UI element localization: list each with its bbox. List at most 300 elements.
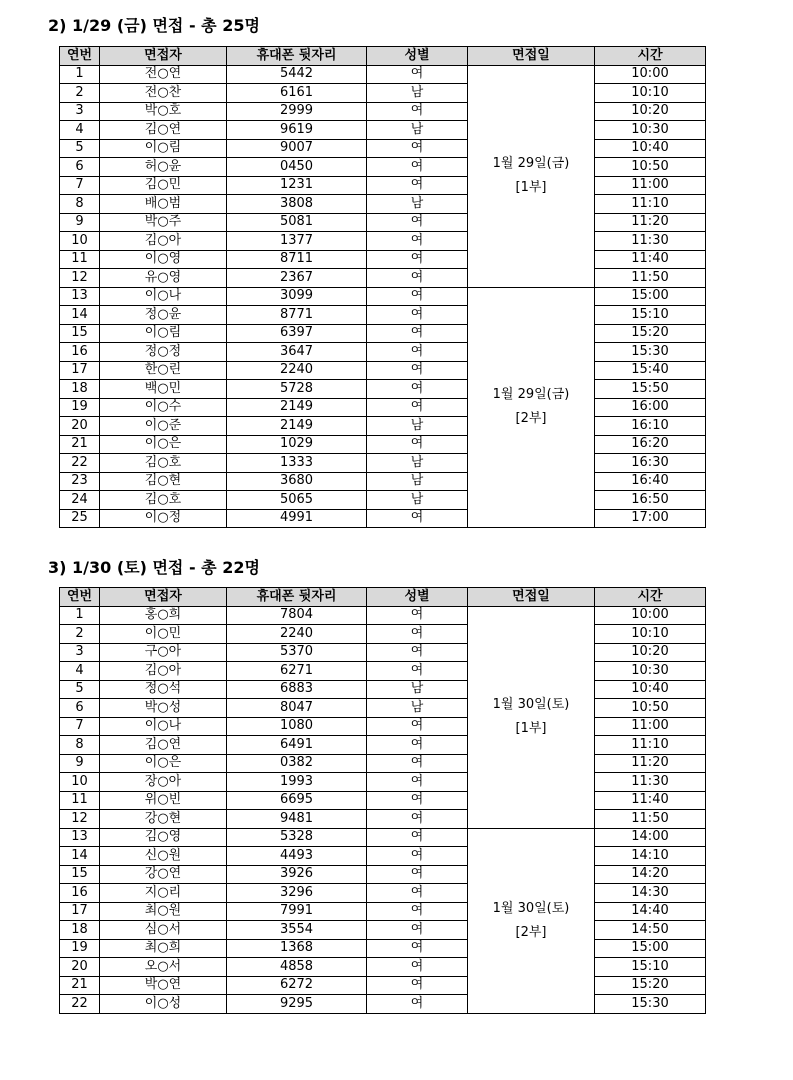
cell-phone: 6272 xyxy=(227,976,367,995)
cell-phone: 4858 xyxy=(227,958,367,977)
cell-time: 10:40 xyxy=(595,680,706,699)
cell-name: 이○은 xyxy=(100,754,227,773)
cell-name: 심○서 xyxy=(100,921,227,940)
cell-time: 11:30 xyxy=(595,232,706,251)
cell-no: 17 xyxy=(60,902,100,921)
cell-gender: 남 xyxy=(367,491,468,510)
cell-gender: 여 xyxy=(367,287,468,306)
cell-time: 10:10 xyxy=(595,625,706,644)
table-row xyxy=(60,662,706,681)
cell-no: 22 xyxy=(60,995,100,1014)
cell-time: 16:10 xyxy=(595,417,706,436)
cell-name: 유○영 xyxy=(100,269,227,288)
cell-gender: 여 xyxy=(367,343,468,362)
cell-name: 박○호 xyxy=(100,102,227,121)
table-row xyxy=(60,361,706,380)
cell-time: 10:30 xyxy=(595,121,706,140)
cell-time: 14:50 xyxy=(595,921,706,940)
cell-time: 16:00 xyxy=(595,398,706,417)
cell-gender: 여 xyxy=(367,306,468,325)
table-row xyxy=(60,213,706,232)
cell-no: 1 xyxy=(60,606,100,625)
interview-session-label: [2부] xyxy=(515,924,547,940)
cell-name: 김○연 xyxy=(100,121,227,140)
cell-name: 이○나 xyxy=(100,717,227,736)
cell-interview-date xyxy=(468,287,595,528)
cell-time: 14:00 xyxy=(595,828,706,847)
cell-phone: 8711 xyxy=(227,250,367,269)
cell-name: 백○민 xyxy=(100,380,227,399)
cell-gender: 여 xyxy=(367,65,468,84)
cell-gender: 남 xyxy=(367,417,468,436)
cell-time: 11:50 xyxy=(595,810,706,829)
cell-name: 김○민 xyxy=(100,176,227,195)
cell-time: 10:50 xyxy=(595,158,706,177)
table-row xyxy=(60,232,706,251)
table-row xyxy=(60,435,706,454)
cell-gender: 여 xyxy=(367,791,468,810)
cell-time: 11:00 xyxy=(595,717,706,736)
cell-no: 10 xyxy=(60,232,100,251)
cell-no: 16 xyxy=(60,343,100,362)
col-header-name: 면접자 xyxy=(100,47,227,66)
cell-name: 전○찬 xyxy=(100,84,227,103)
table-row xyxy=(60,121,706,140)
cell-phone: 2149 xyxy=(227,398,367,417)
cell-phone: 3680 xyxy=(227,472,367,491)
cell-gender: 여 xyxy=(367,606,468,625)
table-row xyxy=(60,939,706,958)
table-row xyxy=(60,269,706,288)
table-row xyxy=(60,65,706,84)
cell-phone: 6491 xyxy=(227,736,367,755)
cell-no: 4 xyxy=(60,121,100,140)
col-header-gender: 성별 xyxy=(367,588,468,607)
cell-name: 강○연 xyxy=(100,865,227,884)
cell-no: 2 xyxy=(60,84,100,103)
cell-time: 14:20 xyxy=(595,865,706,884)
cell-name: 김○현 xyxy=(100,472,227,491)
cell-name: 김○아 xyxy=(100,232,227,251)
cell-name: 전○연 xyxy=(100,65,227,84)
cell-name: 박○주 xyxy=(100,213,227,232)
cell-time: 15:00 xyxy=(595,287,706,306)
col-header-date: 면접일 xyxy=(468,588,595,607)
cell-phone: 8047 xyxy=(227,699,367,718)
cell-phone: 3647 xyxy=(227,343,367,362)
cell-phone: 3808 xyxy=(227,195,367,214)
cell-no: 3 xyxy=(60,643,100,662)
cell-phone: 3926 xyxy=(227,865,367,884)
cell-no: 20 xyxy=(60,417,100,436)
cell-interview-date xyxy=(468,828,595,1013)
cell-gender: 여 xyxy=(367,995,468,1014)
cell-gender: 남 xyxy=(367,195,468,214)
table-row xyxy=(60,417,706,436)
cell-phone: 3099 xyxy=(227,287,367,306)
cell-phone: 5328 xyxy=(227,828,367,847)
table-header-row xyxy=(60,47,706,66)
table-row xyxy=(60,699,706,718)
table-row xyxy=(60,139,706,158)
cell-name: 최○희 xyxy=(100,939,227,958)
table-row xyxy=(60,287,706,306)
cell-name: 이○성 xyxy=(100,995,227,1014)
cell-name: 정○석 xyxy=(100,680,227,699)
cell-gender: 여 xyxy=(367,250,468,269)
cell-gender: 여 xyxy=(367,976,468,995)
cell-time: 10:00 xyxy=(595,606,706,625)
cell-no: 22 xyxy=(60,454,100,473)
cell-time: 11:40 xyxy=(595,250,706,269)
cell-phone: 1029 xyxy=(227,435,367,454)
cell-gender: 남 xyxy=(367,454,468,473)
cell-name: 이○영 xyxy=(100,250,227,269)
cell-phone: 8771 xyxy=(227,306,367,325)
table-row xyxy=(60,958,706,977)
cell-no: 20 xyxy=(60,958,100,977)
cell-gender: 여 xyxy=(367,232,468,251)
cell-no: 17 xyxy=(60,361,100,380)
interview-date-label: 1월 30일(토) xyxy=(492,697,570,712)
cell-time: 16:50 xyxy=(595,491,706,510)
table-row xyxy=(60,158,706,177)
cell-name: 구○아 xyxy=(100,643,227,662)
cell-name: 이○수 xyxy=(100,398,227,417)
table-row xyxy=(60,491,706,510)
cell-time: 10:50 xyxy=(595,699,706,718)
cell-gender: 여 xyxy=(367,958,468,977)
cell-time: 10:20 xyxy=(595,102,706,121)
interview-date-label: 1월 29일(금) xyxy=(492,387,570,403)
cell-no: 6 xyxy=(60,699,100,718)
cell-time: 15:00 xyxy=(595,939,706,958)
cell-phone: 6695 xyxy=(227,791,367,810)
cell-phone: 2149 xyxy=(227,417,367,436)
table-row xyxy=(60,509,706,528)
cell-phone: 1333 xyxy=(227,454,367,473)
cell-no: 12 xyxy=(60,269,100,288)
cell-gender: 여 xyxy=(367,828,468,847)
col-header-phone: 휴대폰 뒷자리 xyxy=(227,47,367,66)
cell-no: 12 xyxy=(60,810,100,829)
cell-phone: 5081 xyxy=(227,213,367,232)
table-row xyxy=(60,324,706,343)
table-row xyxy=(60,398,706,417)
cell-no: 18 xyxy=(60,921,100,940)
cell-no: 9 xyxy=(60,754,100,773)
cell-phone: 0450 xyxy=(227,158,367,177)
cell-gender: 여 xyxy=(367,435,468,454)
cell-gender: 여 xyxy=(367,380,468,399)
cell-gender: 여 xyxy=(367,269,468,288)
cell-gender: 여 xyxy=(367,939,468,958)
cell-no: 13 xyxy=(60,828,100,847)
cell-time: 16:20 xyxy=(595,435,706,454)
table-row xyxy=(60,884,706,903)
cell-name: 지○리 xyxy=(100,884,227,903)
cell-time: 11:50 xyxy=(595,269,706,288)
cell-gender: 여 xyxy=(367,662,468,681)
table-row xyxy=(60,343,706,362)
table-row xyxy=(60,902,706,921)
cell-no: 2 xyxy=(60,625,100,644)
table-header-row xyxy=(60,588,706,607)
cell-time: 15:20 xyxy=(595,976,706,995)
cell-no: 16 xyxy=(60,884,100,903)
cell-time: 10:30 xyxy=(595,662,706,681)
cell-phone: 2240 xyxy=(227,361,367,380)
cell-phone: 6883 xyxy=(227,680,367,699)
cell-gender: 여 xyxy=(367,509,468,528)
cell-gender: 여 xyxy=(367,736,468,755)
cell-no: 21 xyxy=(60,435,100,454)
cell-gender: 여 xyxy=(367,361,468,380)
col-header-date: 면접일 xyxy=(468,47,595,66)
cell-gender: 여 xyxy=(367,902,468,921)
cell-gender: 여 xyxy=(367,921,468,940)
cell-time: 11:20 xyxy=(595,754,706,773)
cell-phone: 3296 xyxy=(227,884,367,903)
interview-date-label: 1월 30일(토) xyxy=(492,900,570,916)
cell-time: 15:20 xyxy=(595,324,706,343)
col-header-no: 연번 xyxy=(60,47,100,66)
cell-no: 13 xyxy=(60,287,100,306)
cell-name: 위○빈 xyxy=(100,791,227,810)
cell-phone: 7991 xyxy=(227,902,367,921)
cell-no: 14 xyxy=(60,847,100,866)
cell-name: 정○정 xyxy=(100,343,227,362)
cell-name: 이○준 xyxy=(100,417,227,436)
cell-gender: 여 xyxy=(367,139,468,158)
cell-gender: 여 xyxy=(367,884,468,903)
cell-phone: 5442 xyxy=(227,65,367,84)
table-row xyxy=(60,306,706,325)
table-row xyxy=(60,606,706,625)
table-row xyxy=(60,380,706,399)
cell-phone: 9007 xyxy=(227,139,367,158)
cell-name: 박○성 xyxy=(100,699,227,718)
cell-no: 3 xyxy=(60,102,100,121)
cell-gender: 여 xyxy=(367,773,468,792)
interview-session-label: [1부] xyxy=(515,721,547,736)
col-header-time: 시간 xyxy=(595,47,706,66)
cell-no: 19 xyxy=(60,398,100,417)
cell-no: 25 xyxy=(60,509,100,528)
cell-phone: 5065 xyxy=(227,491,367,510)
cell-gender: 남 xyxy=(367,84,468,103)
cell-name: 한○린 xyxy=(100,361,227,380)
cell-no: 21 xyxy=(60,976,100,995)
cell-name: 홍○희 xyxy=(100,606,227,625)
table-row xyxy=(60,976,706,995)
interview-schedule-table xyxy=(59,46,706,528)
cell-gender: 여 xyxy=(367,847,468,866)
cell-time: 15:10 xyxy=(595,958,706,977)
cell-phone: 2999 xyxy=(227,102,367,121)
col-header-time: 시간 xyxy=(595,588,706,607)
section-title: 3) 1/30 (토) 면접 - 총 22명 xyxy=(48,558,260,577)
cell-gender: 남 xyxy=(367,472,468,491)
cell-phone: 5370 xyxy=(227,643,367,662)
cell-time: 10:10 xyxy=(595,84,706,103)
cell-gender: 여 xyxy=(367,810,468,829)
cell-phone: 3554 xyxy=(227,921,367,940)
cell-phone: 1368 xyxy=(227,939,367,958)
table-row xyxy=(60,810,706,829)
cell-time: 11:10 xyxy=(595,195,706,214)
table-row xyxy=(60,625,706,644)
table-row xyxy=(60,102,706,121)
cell-gender: 여 xyxy=(367,176,468,195)
cell-no: 11 xyxy=(60,250,100,269)
cell-name: 최○원 xyxy=(100,902,227,921)
cell-time: 17:00 xyxy=(595,509,706,528)
cell-phone: 4493 xyxy=(227,847,367,866)
col-header-no: 연번 xyxy=(60,588,100,607)
cell-time: 11:10 xyxy=(595,736,706,755)
cell-no: 19 xyxy=(60,939,100,958)
cell-name: 박○연 xyxy=(100,976,227,995)
cell-name: 김○아 xyxy=(100,662,227,681)
table-row xyxy=(60,736,706,755)
cell-no: 8 xyxy=(60,736,100,755)
cell-no: 23 xyxy=(60,472,100,491)
cell-gender: 여 xyxy=(367,398,468,417)
cell-gender: 여 xyxy=(367,213,468,232)
cell-no: 7 xyxy=(60,176,100,195)
cell-gender: 여 xyxy=(367,643,468,662)
cell-time: 16:30 xyxy=(595,454,706,473)
cell-no: 5 xyxy=(60,139,100,158)
cell-phone: 1231 xyxy=(227,176,367,195)
cell-no: 7 xyxy=(60,717,100,736)
cell-interview-date xyxy=(468,65,595,287)
table-row xyxy=(60,754,706,773)
cell-phone: 4991 xyxy=(227,509,367,528)
cell-no: 15 xyxy=(60,865,100,884)
cell-gender: 여 xyxy=(367,158,468,177)
cell-time: 16:40 xyxy=(595,472,706,491)
cell-interview-date xyxy=(468,606,595,828)
cell-gender: 여 xyxy=(367,625,468,644)
cell-name: 이○나 xyxy=(100,287,227,306)
table-row xyxy=(60,995,706,1014)
cell-time: 15:50 xyxy=(595,380,706,399)
table-row xyxy=(60,717,706,736)
cell-phone: 6161 xyxy=(227,84,367,103)
table-row xyxy=(60,865,706,884)
cell-gender: 여 xyxy=(367,102,468,121)
cell-gender: 남 xyxy=(367,121,468,140)
cell-time: 11:30 xyxy=(595,773,706,792)
cell-gender: 남 xyxy=(367,680,468,699)
cell-name: 장○아 xyxy=(100,773,227,792)
table-row xyxy=(60,921,706,940)
cell-phone: 2240 xyxy=(227,625,367,644)
table-row xyxy=(60,176,706,195)
table-row xyxy=(60,454,706,473)
cell-no: 14 xyxy=(60,306,100,325)
cell-time: 14:10 xyxy=(595,847,706,866)
cell-no: 11 xyxy=(60,791,100,810)
table-row xyxy=(60,643,706,662)
table-row xyxy=(60,195,706,214)
cell-name: 김○호 xyxy=(100,491,227,510)
table-row xyxy=(60,250,706,269)
interview-session-label: [1부] xyxy=(515,180,547,195)
cell-time: 15:40 xyxy=(595,361,706,380)
table-row xyxy=(60,84,706,103)
cell-no: 9 xyxy=(60,213,100,232)
cell-phone: 0382 xyxy=(227,754,367,773)
cell-gender: 여 xyxy=(367,717,468,736)
cell-name: 신○원 xyxy=(100,847,227,866)
cell-phone: 7804 xyxy=(227,606,367,625)
cell-name: 정○윤 xyxy=(100,306,227,325)
cell-name: 김○호 xyxy=(100,454,227,473)
cell-name: 이○정 xyxy=(100,509,227,528)
cell-time: 15:30 xyxy=(595,343,706,362)
cell-no: 8 xyxy=(60,195,100,214)
cell-time: 11:40 xyxy=(595,791,706,810)
cell-phone: 1377 xyxy=(227,232,367,251)
cell-gender: 여 xyxy=(367,865,468,884)
cell-time: 11:00 xyxy=(595,176,706,195)
cell-no: 1 xyxy=(60,65,100,84)
cell-gender: 여 xyxy=(367,754,468,773)
cell-no: 6 xyxy=(60,158,100,177)
cell-name: 허○윤 xyxy=(100,158,227,177)
cell-name: 김○영 xyxy=(100,828,227,847)
cell-phone: 9295 xyxy=(227,995,367,1014)
cell-name: 이○민 xyxy=(100,625,227,644)
table-row xyxy=(60,680,706,699)
cell-phone: 9619 xyxy=(227,121,367,140)
cell-phone: 9481 xyxy=(227,810,367,829)
cell-time: 14:40 xyxy=(595,902,706,921)
section-title: 2) 1/29 (금) 면접 - 총 25명 xyxy=(48,16,260,35)
cell-name: 이○림 xyxy=(100,139,227,158)
cell-phone: 1080 xyxy=(227,717,367,736)
cell-time: 11:20 xyxy=(595,213,706,232)
cell-time: 15:10 xyxy=(595,306,706,325)
interview-date-label: 1월 29일(금) xyxy=(492,156,570,171)
cell-time: 10:00 xyxy=(595,65,706,84)
table-row xyxy=(60,847,706,866)
table-row xyxy=(60,828,706,847)
cell-no: 4 xyxy=(60,662,100,681)
cell-gender: 남 xyxy=(367,699,468,718)
table-row xyxy=(60,472,706,491)
cell-phone: 6271 xyxy=(227,662,367,681)
interview-schedule-table xyxy=(59,587,706,1014)
cell-phone: 2367 xyxy=(227,269,367,288)
cell-name: 배○범 xyxy=(100,195,227,214)
cell-phone: 5728 xyxy=(227,380,367,399)
cell-phone: 6397 xyxy=(227,324,367,343)
cell-no: 18 xyxy=(60,380,100,399)
col-header-name: 면접자 xyxy=(100,588,227,607)
cell-name: 오○서 xyxy=(100,958,227,977)
cell-name: 김○연 xyxy=(100,736,227,755)
col-header-gender: 성별 xyxy=(367,47,468,66)
table-row xyxy=(60,773,706,792)
cell-name: 이○은 xyxy=(100,435,227,454)
cell-no: 24 xyxy=(60,491,100,510)
table-row xyxy=(60,791,706,810)
cell-name: 강○현 xyxy=(100,810,227,829)
